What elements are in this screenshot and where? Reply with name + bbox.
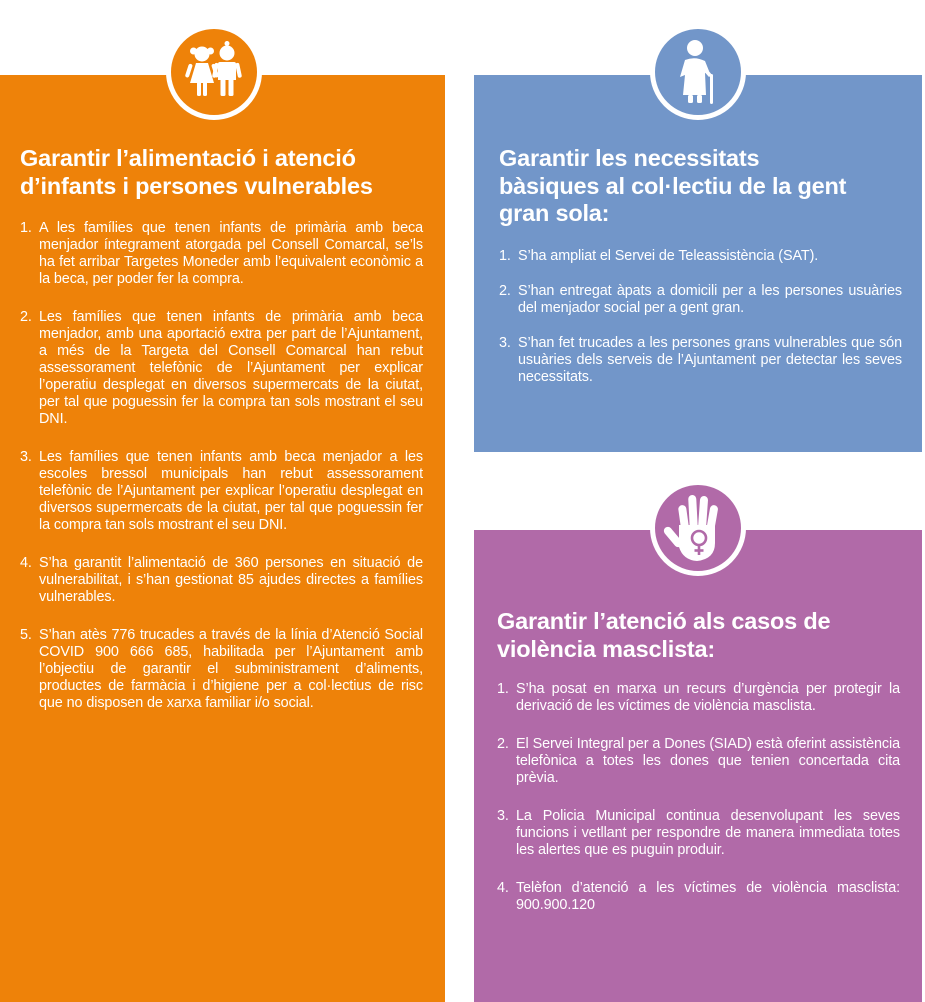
elderly-list (499, 248, 902, 386)
item-number: 2. (497, 736, 509, 752)
children-icon (171, 29, 257, 115)
children-section (0, 75, 445, 1002)
item-number: 2. (499, 282, 511, 299)
item-text: S’han atès 776 trucades a través de la línia d’Atenció Social COVID 900 666 685, habilitada per l’Ajuntament amb l’objectiu de garantir el subministrament d’aliments, productes de farmàcia i d’higiene per a col·lectius de risc que no disposen de xarxa familiar i/o social. (39, 627, 423, 711)
item-number: 3. (20, 449, 32, 465)
item-text: Les famílies que tenen infants amb beca menjador a les escoles bressol municipals han rebut assessorament telefònic de l’Ajuntament per explicar l’operatiu desplegat en diversos supermercats de la ciutat, per tal que poguessin fer la compra tan sols mostrant el seu DNI. (39, 449, 423, 533)
item-number: 1. (499, 247, 511, 264)
list-item (497, 880, 900, 914)
elderly-section (474, 75, 922, 452)
item-text: S’ha ampliat el Servei de Teleassistència (SAT). (518, 247, 819, 264)
violence-badge (650, 480, 746, 576)
list-item (499, 248, 902, 265)
item-text: S’han entregat àpats a domicili per a les persones usuàries del menjador social per a gent gran. (518, 282, 902, 316)
title-line: Garantir l’atenció als casos de (497, 608, 831, 634)
item-text: Les famílies que tenen infants de primària amb beca menjador, amb una aportació extra per part de l’Ajuntament, a més de la Targeta del Consell Comarcal han rebut assessorament telefònic de l’Ajuntament per explicar l’operatiu desplegat en diversos supermercats de la ciutat, per tal que poguessin fer la compra tan sols mostrant el seu DNI. (39, 309, 423, 427)
list-item (20, 309, 423, 428)
list-item (497, 681, 900, 715)
title-line: gran sola: (499, 200, 610, 226)
list-item (20, 220, 423, 288)
list-item (20, 449, 423, 534)
item-text: S’han fet trucades a les persones grans vulnerables que són usuàries dels serveis de l’Ajuntament per detectar les seves necessitats. (518, 334, 902, 385)
item-text: S’ha posat en marxa un recurs d’urgència per protegir la derivació de les víctimes de violència masclista. (516, 681, 900, 714)
item-number: 1. (20, 220, 32, 236)
item-number: 1. (497, 681, 509, 697)
item-number: 5. (20, 627, 32, 643)
title-line: bàsiques al col·lectiu de la gent (499, 172, 847, 199)
children-list (20, 220, 423, 712)
item-number: 3. (499, 334, 511, 351)
violence-section-title (497, 608, 900, 663)
hand-female-symbol-icon (655, 485, 741, 571)
title-line: Garantir les necessitats (499, 145, 760, 171)
item-text: Telèfon d’atenció a les víctimes de violència masclista: 900.900.120 (516, 880, 900, 913)
title-line: d’infants i persones vulnerables (20, 172, 373, 199)
elderly-badge (650, 24, 746, 120)
list-item (497, 808, 900, 859)
violence-list (497, 681, 900, 914)
item-text: La Policia Municipal continua desenvolupant les seves funcions i vetllant per respondre de manera immediata totes les alertes que es puguin produir. (516, 808, 900, 858)
item-number: 4. (497, 880, 509, 896)
list-item (497, 736, 900, 787)
elderly-section-title (499, 145, 902, 228)
title-line: Garantir l’alimentació i atenció (20, 145, 356, 171)
item-number: 2. (20, 309, 32, 325)
list-item (499, 335, 902, 386)
list-item (20, 555, 423, 606)
list-item (499, 283, 902, 317)
title-line: violència masclista: (497, 635, 716, 662)
elderly-person-icon (655, 29, 741, 115)
item-number: 3. (497, 808, 509, 824)
violence-section (474, 530, 922, 1002)
children-section-title (20, 145, 423, 200)
item-text: S’ha garantit l’alimentació de 360 persones en situació de vulnerabilitat, i s’han gestionat 85 ajudes directes a famílies vulnerables. (39, 555, 423, 605)
list-item (20, 627, 423, 712)
children-badge (166, 24, 262, 120)
item-text: El Servei Integral per a Dones (SIAD) està oferint assistència telefònica a totes les dones que tenien concertada cita prèvia. (516, 736, 900, 786)
item-number: 4. (20, 555, 32, 571)
item-text: A les famílies que tenen infants de primària amb beca menjador íntegrament atorgada pel Consell Comarcal, se’ls ha fet arribar Targetes Moneder amb l’equivalent econòmic a la beca, per poder fer la compra. (39, 220, 423, 287)
